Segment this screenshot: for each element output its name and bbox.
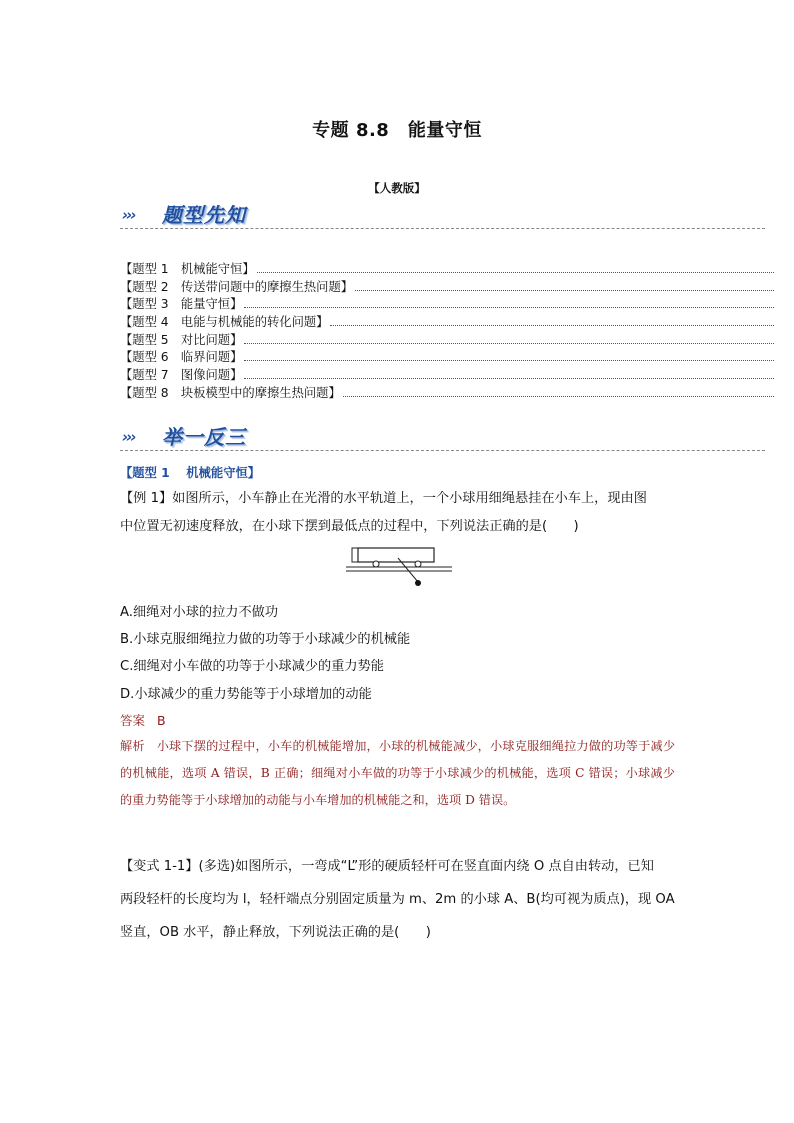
variant-question	[120, 850, 680, 949]
answer-line	[120, 711, 166, 729]
cart-body	[358, 548, 434, 562]
cart-wheel	[373, 561, 379, 567]
answer-label: 答案	[120, 713, 146, 728]
answer-value: B	[157, 713, 166, 728]
analysis-label: 解析	[120, 739, 145, 753]
toc-item[interactable]: 【题型 1 机械能守恒】	[120, 259, 774, 277]
option-b: B.小球克服细绳拉力做的功等于小球减少的机械能	[120, 632, 411, 647]
toc-item[interactable]: 【题型 4 电能与机械能的转化问题】	[120, 312, 774, 330]
banner-divider	[120, 450, 765, 451]
banner-arrows-icon: ›››	[122, 206, 135, 224]
toc-item[interactable]: 【题型 7 图像问题】	[120, 365, 774, 383]
cart-wheel	[415, 561, 421, 567]
banner-preview	[120, 199, 765, 229]
banner-examples	[120, 421, 765, 451]
option-c: C.细绳对小车做的功等于小球减少的重力势能	[120, 659, 384, 674]
toc-item[interactable]: 【题型 6 临界问题】	[120, 347, 774, 365]
example-line: 【例 1】如图所示，小车静止在光滑的水平轨道上，一个小球用细绳悬挂在小车上，现由图	[120, 491, 647, 506]
variant-line: 两段轻杆的长度均为 l，轻杆端点分别固定质量为 m、2m 的小球 A、B(均可视为质点)，现 OA	[120, 892, 675, 907]
example-line: 中位置无初速度释放，在小球下摆到最低点的过程中，下列说法正确的是( )	[120, 519, 579, 534]
edition-label: 【人教版】	[368, 181, 426, 195]
toc-item[interactable]: 【题型 3 能量守恒】	[120, 294, 774, 312]
option-d: D.小球减少的重力势能等于小球增加的动能	[120, 687, 372, 702]
toc-item[interactable]: 【题型 8 块板模型中的摩擦生热问题】	[120, 383, 774, 401]
banner-divider	[120, 228, 765, 229]
banner-examples-title: 举一反三	[162, 425, 246, 449]
analysis-text: 小球下摆的过程中，小车的机械能增加，小球的机械能减少，小球克服细绳拉力做的功等于减少的机械能，选项 A 错误，B 正确；细绳对小车做的功等于小球减少的机械能，选项 C 错误；小球减少的重力势能等于小球增加的动能与小车增加的机械能之和，选项 D 错误。	[120, 739, 676, 807]
variant-line: 【变式 1-1】(多选)如图所示，一弯成“L”形的硬质轻杆可在竖直面内绕 O 点自由转动，已知	[120, 859, 654, 874]
page-title: 专题 8.8 能量守恒	[312, 120, 482, 141]
example-question	[120, 485, 680, 541]
toc-item[interactable]: 【题型 2 传送带问题中的摩擦生热问题】	[120, 277, 774, 295]
banner-arrows-icon: ›››	[122, 428, 135, 446]
ball	[415, 580, 421, 586]
variant-line: 竖直，OB 水平，静止释放，下列说法正确的是( )	[120, 925, 431, 940]
cart-pendulum-figure	[346, 544, 452, 592]
analysis-block	[120, 733, 675, 814]
option-a: A.细绳对小球的拉力不做功	[120, 605, 279, 620]
toc-item[interactable]: 【题型 5 对比问题】	[120, 330, 774, 348]
table-of-contents	[120, 259, 774, 401]
banner-preview-title: 题型先知	[162, 203, 246, 227]
section-heading: 【题型 1 机械能守恒】	[120, 466, 261, 480]
